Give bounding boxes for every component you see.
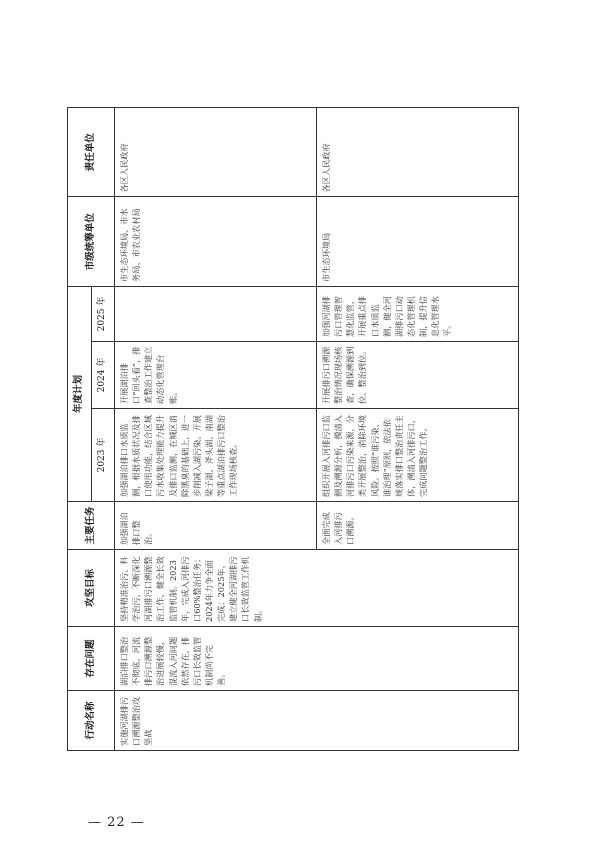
header-year-2024: 2024 年 <box>92 342 115 409</box>
task-cell: 全面完成入河排污口溯源。 <box>317 502 519 550</box>
goals-cell: 坚持精准治污、科学治污，不断深化河湖排污口溯源整治工作，健全长效监管机制。2023年，完成入河排污口60%整治任务；2024年力争全面完成；2025年，建立健全河湖排污口长效监管工作机制。 <box>115 550 519 627</box>
header-year-2025: 2025 年 <box>92 287 115 342</box>
header-year-2023: 2023 年 <box>92 409 115 502</box>
table-container <box>67 107 518 751</box>
plan-2023-cell: 加强湖泊排口水质监测，根据水质状况及排口使用功能，结合区域污水收集处理能力提升及排口监测，在城区消除黑臭的基础上，进一步削减入湖污染。开展梁子湖、斧头湖、南湖等重点湖泊排污口整治工作现场核查。 <box>115 409 317 502</box>
header-main-tasks: 主要任务 <box>68 502 115 550</box>
resp-unit-cell: 各区人民政府 <box>317 108 519 198</box>
resp-unit-cell: 各区人民政府 <box>115 108 317 198</box>
page-number: — 22 — <box>88 815 145 830</box>
table-row <box>115 108 317 751</box>
task-cell: 加强湖泊排口整治。 <box>115 502 317 550</box>
plan-2025-cell: 加强河湖排污口管理智慧化监管，开展重点排口水质监测，健全河湖排污口动态化管理机制，提升信息化管理水平。 <box>317 287 519 342</box>
header-city-unit: 市级统筹单位 <box>68 197 115 287</box>
header-problems: 存在问题 <box>68 627 115 691</box>
rotated-table <box>67 107 518 751</box>
action-plan-table <box>67 107 519 751</box>
problems-cell: 湖泊排口整治不彻底，河流排污口溯源整治进展较慢，混流入河问题依然存在，排污口长效监管机制尚不完善。 <box>115 627 519 691</box>
plan-2024-cell: 开展湖泊排口“回头看”，排查整治工作建立动态化管理台账。 <box>115 342 317 409</box>
header-action-name: 行动名称 <box>68 691 115 751</box>
header-goals: 攻坚目标 <box>68 550 115 627</box>
action-name-cell: 实施河湖排污口溯源整治攻坚战 <box>115 691 519 751</box>
city-unit-cell: 市生态环境局、市水务局、市农业农村局 <box>115 197 317 287</box>
header-resp-unit: 责任单位 <box>68 108 115 198</box>
header-annual-plan: 年度计划 <box>68 287 92 502</box>
plan-2024-cell: 开展排污口溯源整治情况现场核查，确保溯源到位、整治到位。 <box>317 342 519 409</box>
plan-2023-cell: 组织开展入河排污口监测及溯源分析，摸清入河排污口污染来源，分类开展整治，消除环境风险。按照“谁污染、谁治理”原则，依法依规落实排口整治责任主体，溯清入河排污口，完成问题整治工作。 <box>317 409 519 502</box>
city-unit-cell: 市生态环境局 <box>317 197 519 287</box>
plan-2025-cell <box>115 287 317 342</box>
